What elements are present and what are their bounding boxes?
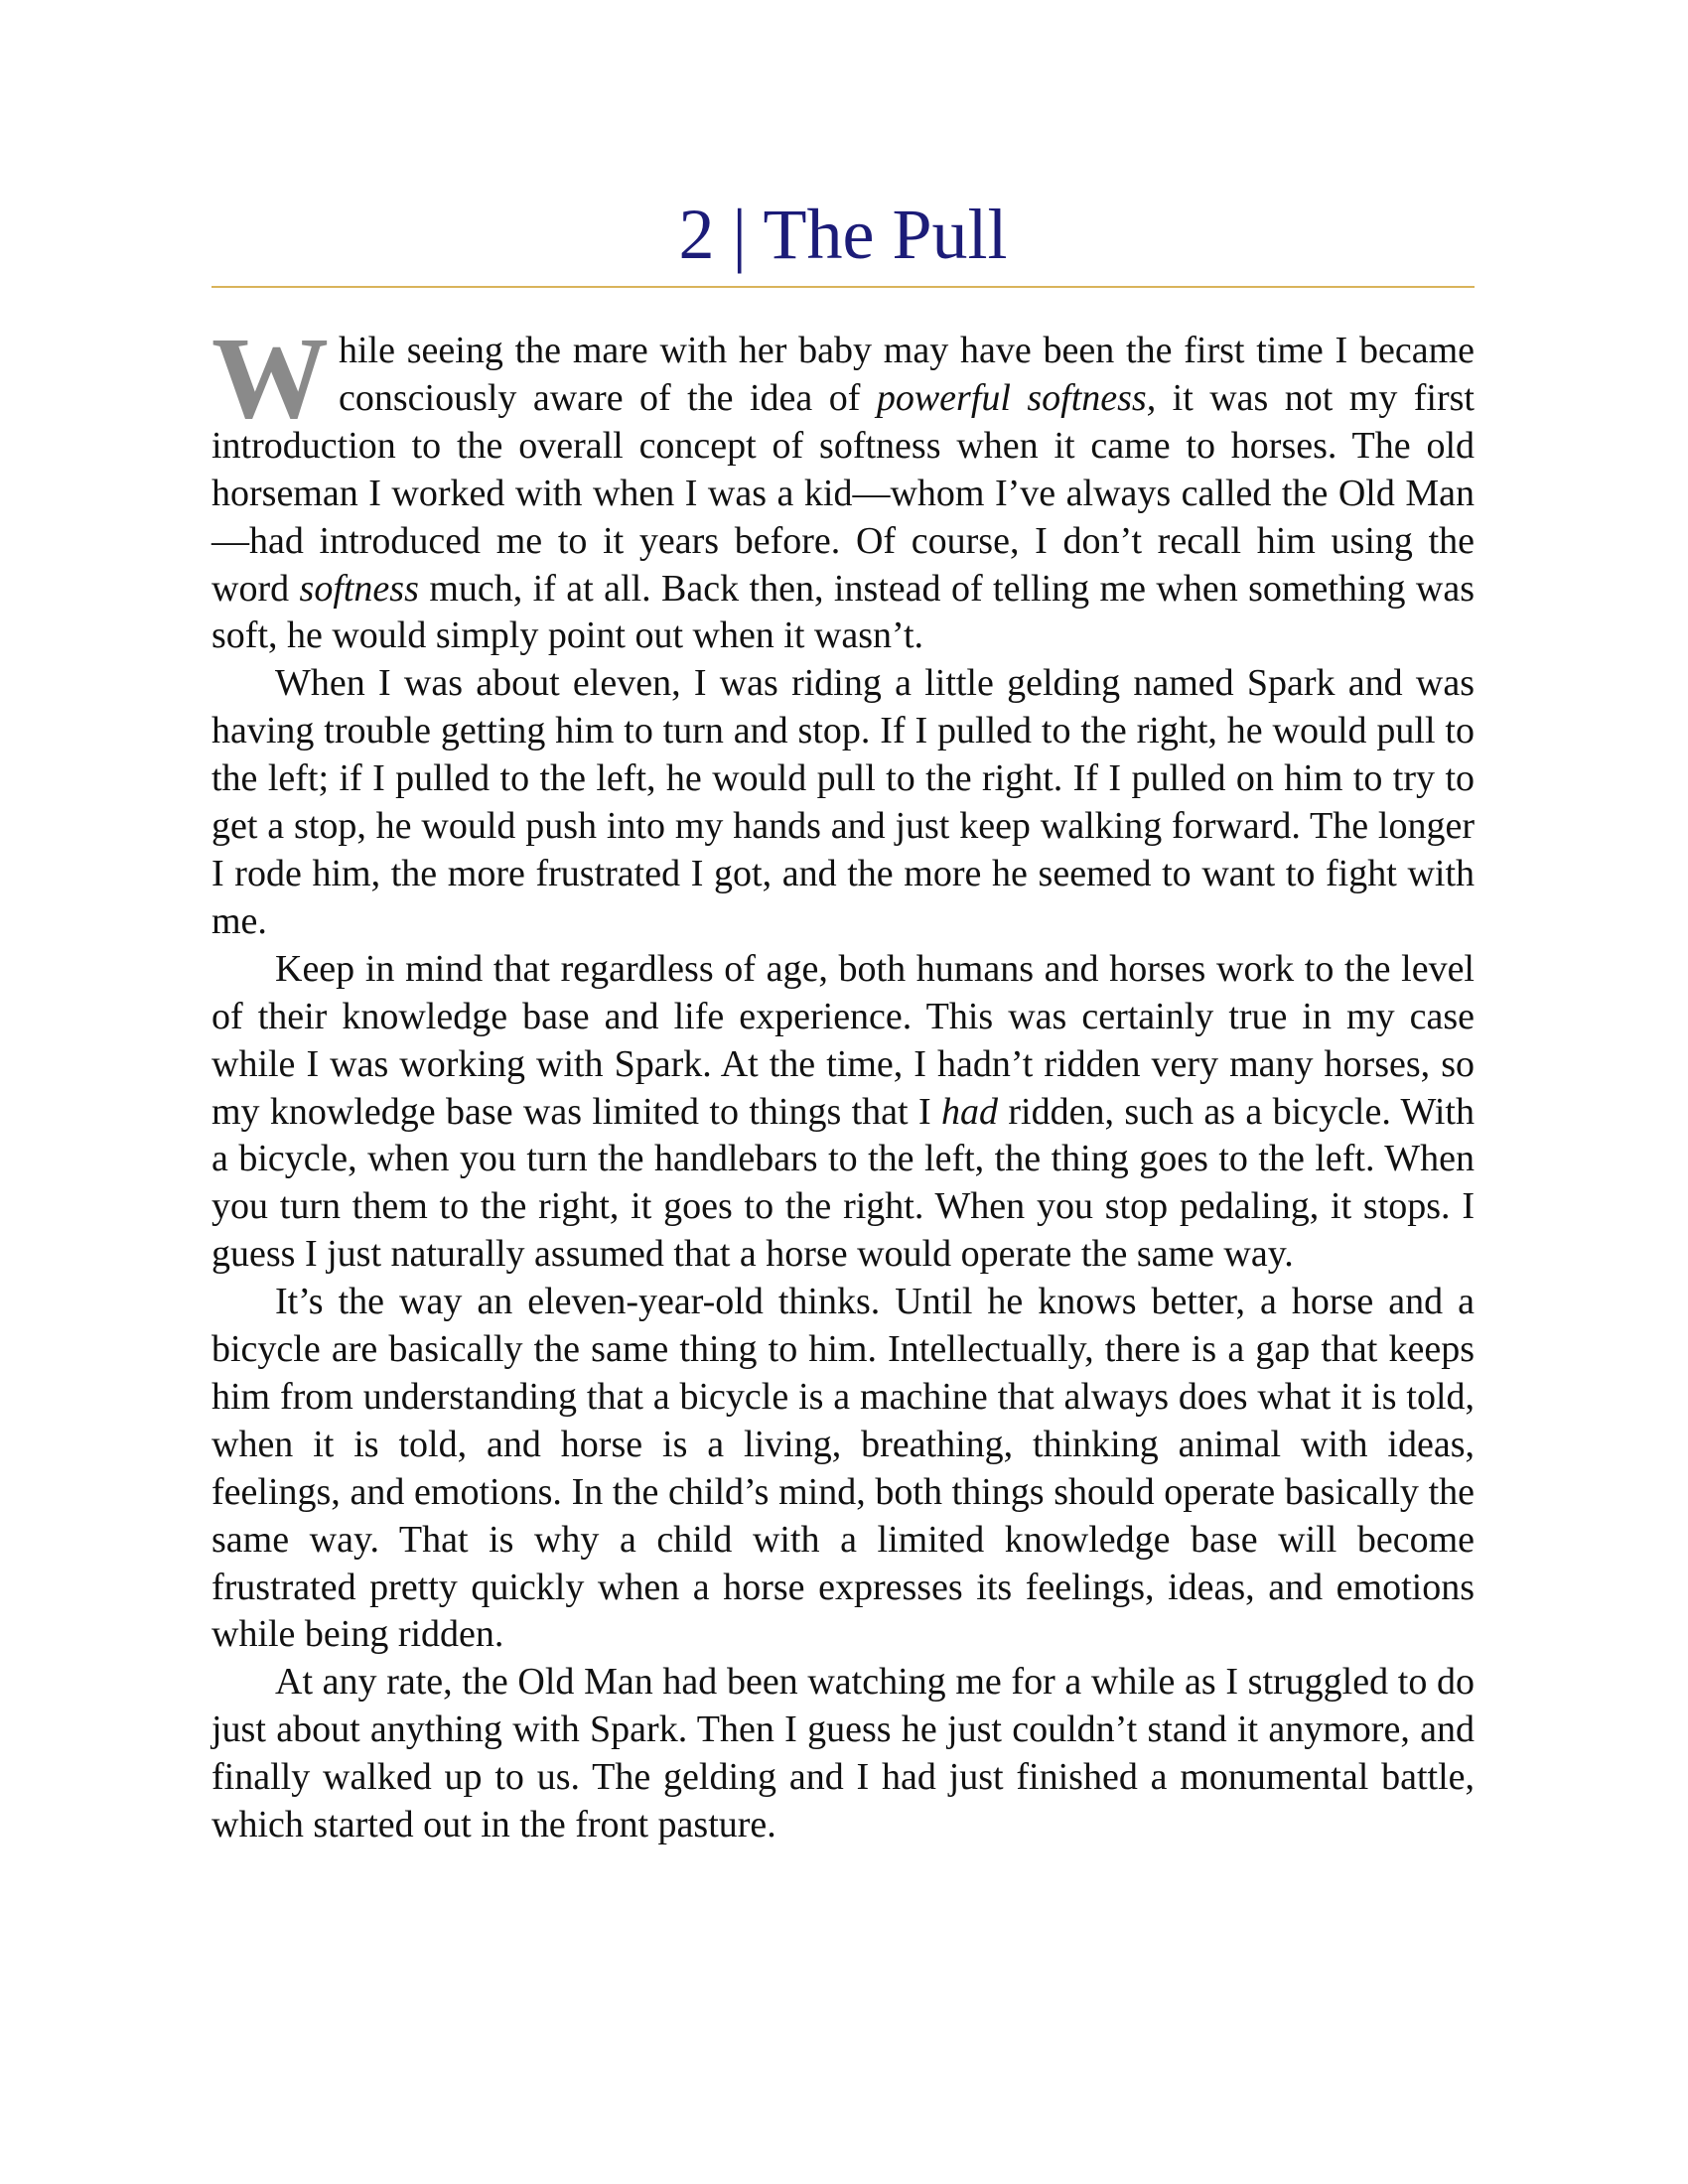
book-page — [211, 195, 1475, 1849]
emphasis-text: had — [941, 1090, 999, 1133]
emphasis-text: softness — [299, 567, 419, 610]
paragraph-text: At any rate, the Old Man had been watching me for a while as I struggled to do just about anything with Spark. Then I guess he just couldn’t stand it anymore, and finally walked up to us. The gelding and I had just finished a monumental battle, which started out in the front pasture. — [211, 1661, 1475, 1846]
drop-cap: W — [211, 313, 329, 443]
paragraph-text: hile seeing the mare with her baby may have been the first time I became consciously aware of the idea of — [339, 330, 1475, 419]
paragraph-text: it was not my first introduction to the overall concept of softness when it came to horses. The old horseman I worked with when I was a kid—whom I’ve always called the Old Man—had introduced me to it years before. Of course, I don’t recall him using the word — [211, 376, 1475, 610]
paragraph — [211, 313, 1475, 660]
paragraph — [211, 946, 1475, 1279]
paragraph-text: Keep in mind that regardless of age, both humans and horses work to the level of their knowledge base and life experience. This was certainly true in my case while I was working with Spark. At the time, I hadn’t ridden very many horses, so my knowledge base was limited to things that I — [211, 947, 1475, 1133]
paragraph-text: When I was about eleven, I was riding a little gelding named Spark and was having trouble getting him to turn and stop. If I pulled to the right, he would pull to the left; if I pulled to the left, he would pull to the right. If I pulled on him to try to get a stop, he would push into my hands and just keep walking forward. The longer I rode him, the more frustrated I got, and the more he seemed to want to fight with me. — [211, 662, 1475, 942]
paragraph — [211, 1279, 1475, 1659]
paragraph-text: It’s the way an eleven-year-old thinks. Until he knows better, a horse and a bicycle are basically the same thing to him. Intellectually, there is a gap that keeps him from understanding that a bicycle is a machine that always does what it is told, when it is told, and horse is a living, breathing, thinking animal with ideas, feelings, and emotions. In the child’s mind, both things should operate basically the same way. That is why a child with a limited knowledge base will become frustrated pretty quickly when a horse expresses its feelings, ideas, and emotions while being ridden. — [211, 1281, 1475, 1656]
paragraph — [211, 1659, 1475, 1849]
paragraph-text: much, if at all. Back then, instead of telling me when something was soft, he would simply point out when it wasn’t. — [211, 567, 1475, 657]
emphasis-text: powerful softness, — [876, 376, 1157, 419]
paragraph — [211, 660, 1475, 945]
chapter-title: 2 | The Pull — [678, 195, 1008, 274]
title-divider — [211, 286, 1475, 288]
paragraph-text: ridden, such as a bicycle. With a bicycle, when you turn the handlebars to the left, the thing goes to the left. When you turn them to the right, it goes to the right. When you stop pedaling, it stops. I guess I just naturally assumed that a horse would operate the same way. — [211, 1090, 1475, 1276]
chapter-body — [211, 313, 1475, 1849]
